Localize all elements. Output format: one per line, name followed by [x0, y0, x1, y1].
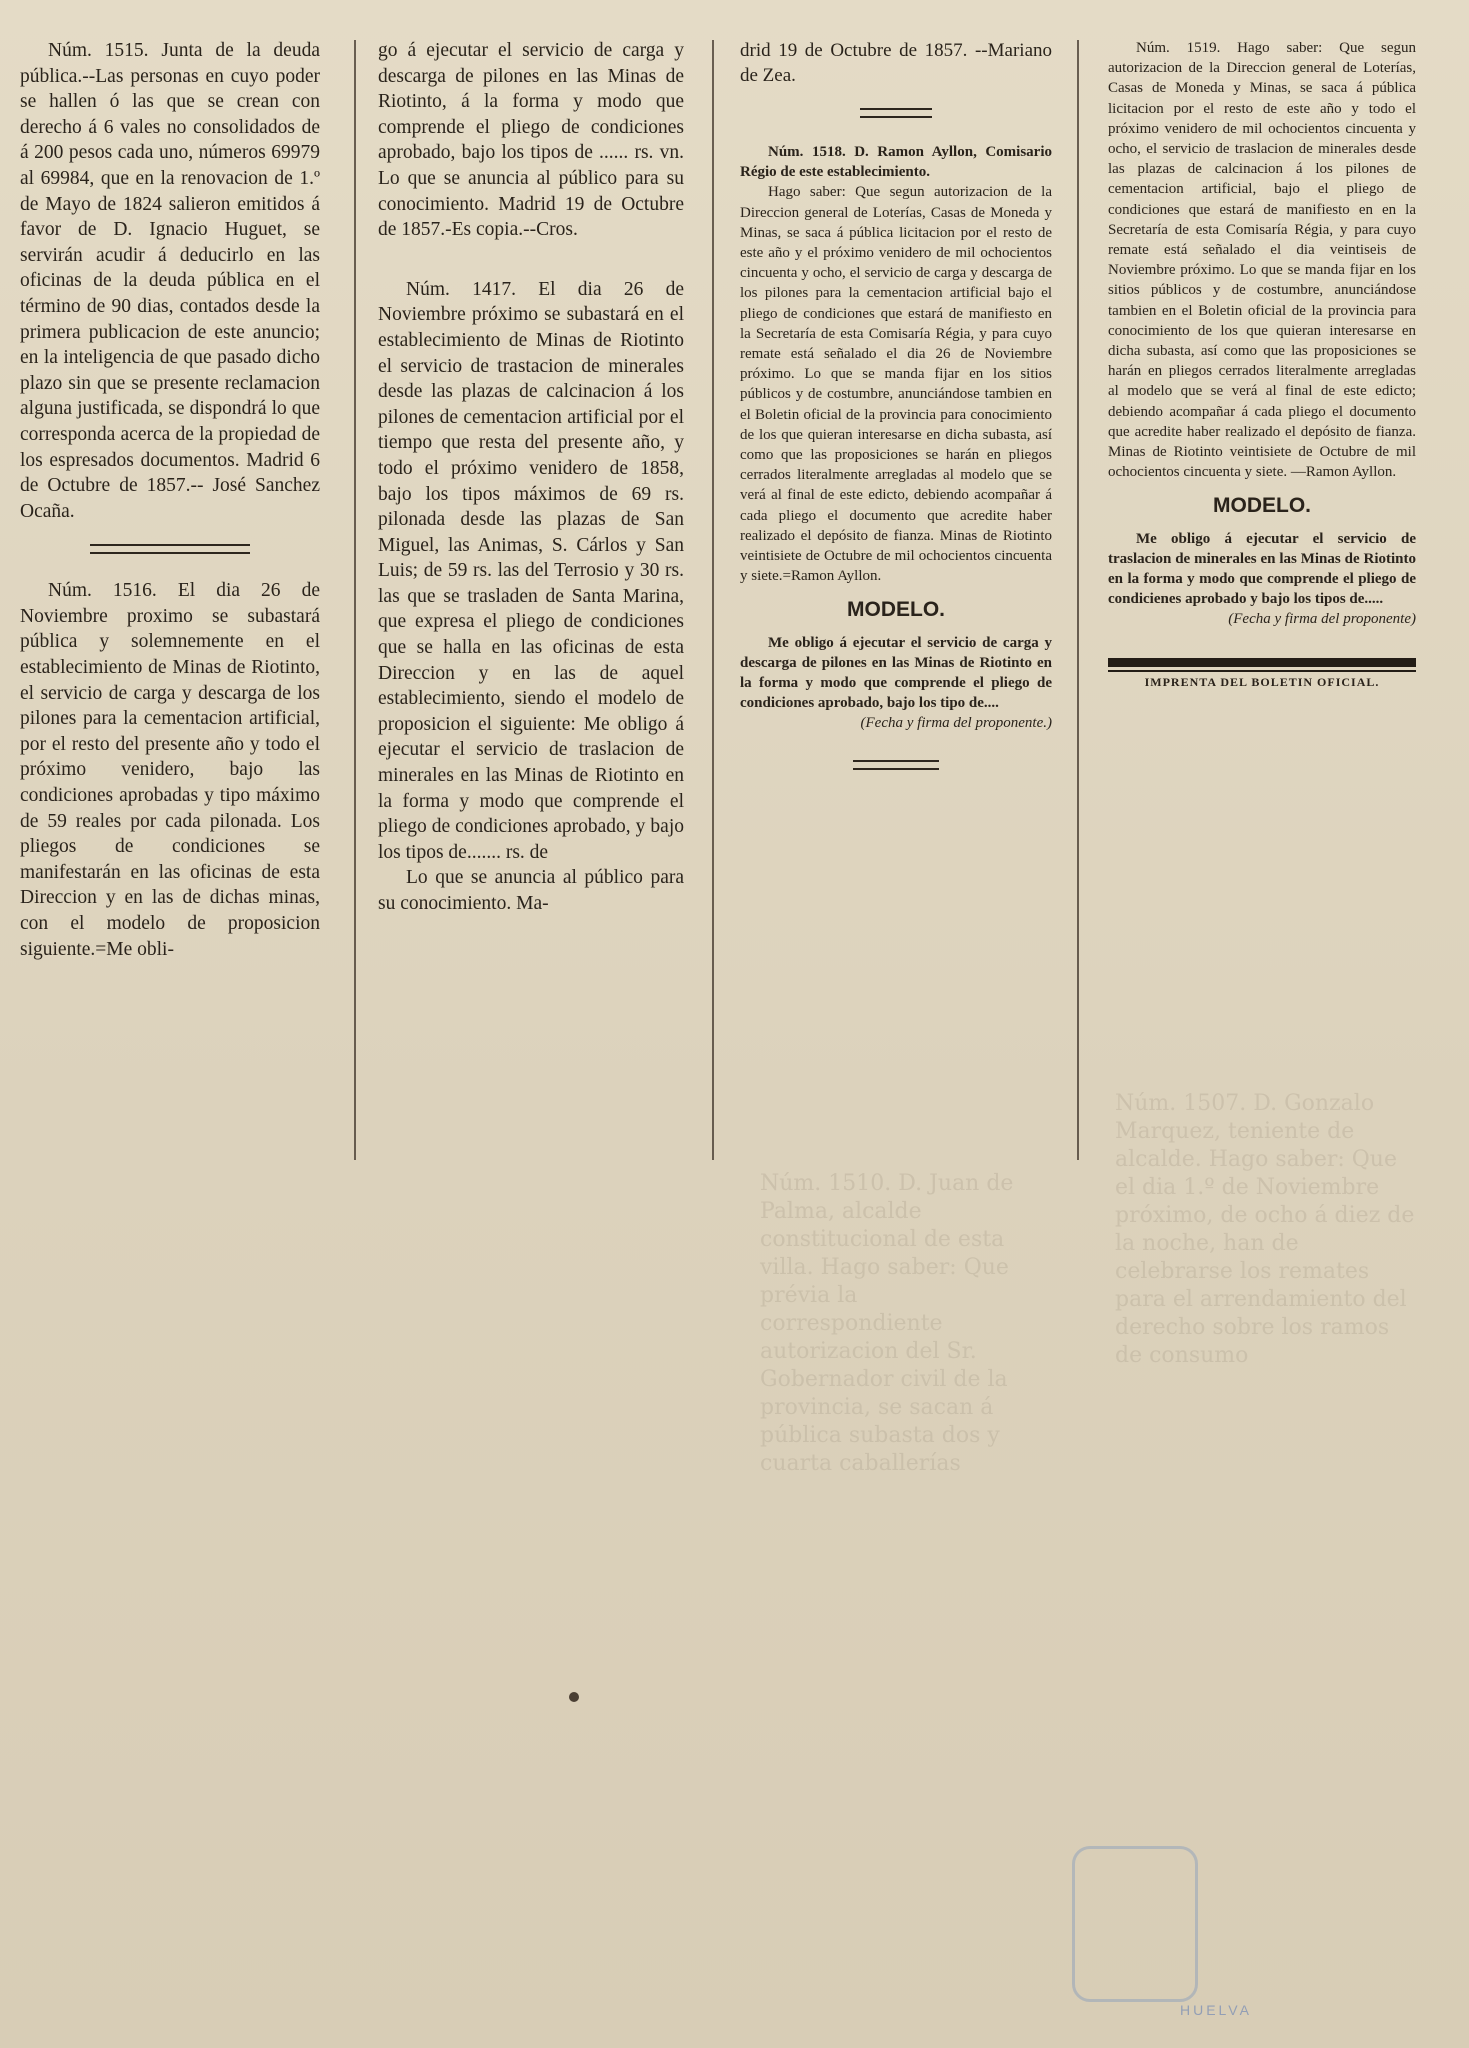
archive-stamp-icon	[1072, 1846, 1198, 2002]
archive-stamp-label: HUELVA	[1180, 2002, 1252, 2018]
column-rule-2	[712, 40, 714, 1160]
closing-rule-thick	[1108, 658, 1416, 667]
notice-1517-closing: Lo que se anuncia al público para su conocimiento. Ma-	[378, 867, 684, 914]
notice-1515: Núm. 1515. Junta de la deuda pública.--Las personas en cuyo poder se hallen ó las que se crean con derecho á 6 vales no consolidados de á 200 pesos cada uno, números 69979 al 69984, que en la renovacion de 1.º de Mayo de 1824 salieron emitidos á favor de D. Ignacio Huguet, se servirán acudir á deducirlo en las oficinas de la deuda pública en el término de 90 dias, contados desde la primera publicacion de este anuncio; en la inteligencia de que pasado dicho plazo sin que se presente reclamacion alguna justificada, se dispondrá lo que corresponda acerca de la propiedad de los espresados documentos. Madrid 6 de Octubre de 1857.-- José Sanchez Ocaña.	[20, 40, 320, 522]
proponent-signature: (Fecha y firma del proponente)	[1228, 611, 1416, 628]
column-2	[378, 38, 684, 917]
notice-1518-header: Núm. 1518. D. Ramon Ayllon, Comisario Régio de este establecimiento.	[740, 144, 1052, 181]
notice-1516: Núm. 1516. El dia 26 de Noviembre proximo se subastará pública y solemnemente en el establecimiento de Minas de Riotinto, el servicio de carga y descarga de los pilones para la cementacion artificial, por el resto del presente año y todo el próximo venidero, bajo las condiciones aprobadas y tipo máximo de 59 reales por cada pilonada. Los pliegos de condiciones se manifestarán en las oficinas de esta Direccion y en las de dichas minas, con el modelo de proposicion siguiente.=Me obli-	[20, 580, 320, 960]
section-divider	[90, 544, 250, 554]
bleed-through-text: Núm. 1510. D. Juan de Palma, alcalde constitucional de esta villa. Hago saber: Que prévia la correspondiente autorizacion del Sr. Gobernador civil de la provincia, se sacan á pública subasta dos y cuarta caballerías	[760, 1171, 1014, 1476]
notice-1517-continuation: drid 19 de Octubre de 1857. --Mariano de Zea.	[740, 40, 1052, 86]
column-1	[20, 38, 320, 962]
ink-spot	[569, 1692, 579, 1702]
model-text: Me obligo á ejecutar el servicio de carga y descarga de pilones en las Minas de Riotinto en la forma y modo que comprende el pliego de condiciones aprobado, bajo los tipo de....	[740, 634, 1052, 712]
bleed-through-text-2: Núm. 1507. D. Gonzalo Marquez, teniente de alcalde. Hago saber: Que el dia 1.º de Noviembre próximo, de ocho á diez de la noche, han de celebrarse los remates para el arrendamiento del derecho sobre los ramos de consumo	[1115, 1091, 1415, 1368]
model-heading: MODELO.	[847, 598, 945, 622]
notice-1517: Núm. 1417. El dia 26 de Noviembre próximo se subastará en el establecimiento de Minas de Riotinto el servicio de trastacion de minerales desde las plazas de calcinacion á los pilones de cementacion artificial por el tiempo que resta del presente año, y todo el próximo venidero de 1858, bajo los tipos máximos de 69 rs. pilonada desde las plazas de San Miguel, las Animas, S. Cárlos y San Luis; de 59 rs. las del Terrosio y 30 rs. las que se trasladen de Santa Marina, que expresa el pliego de condiciones que se halla en las oficinas de esta Direccion y en las de aquel establecimiento, siendo el modelo de proposicion el siguiente: Me obligo á ejecutar el servicio de traslacion de minerales en las Minas de Riotinto en la forma y modo que comprende el pliego de condiciones aprobado, y bajo los tipos de....... rs. de	[378, 278, 684, 863]
notice-1518-body: Hago saber: Que segun autorizacion de la Direccion general de Loterías, Casas de Moneda y Minas, se saca á pública licitacion por el resto de este año y el próximo venidero de mil ochocientos cincuenta y ocho, el servicio de carga y descarga de los pilones para la cementacion artificial bajo el pliego de condiciones que estará de manifiesto en la Secretaría de esta Comisaría Régia, y para cuyo remate está señalado el dia 26 de Noviembre próximo. Lo que se manda fijar en los sitios públicos y de costumbre, anunciándose tambien en el Boletin oficial de la provincia para conocimiento de los que quieran interesarse en dicha subasta, así como que las proposiciones se harán en pliegos cerrados literalmente arregladas al modelo que se verá al final de este edicto, debiendo acompañar á cada pliego el documento que acredite haber realizado el depósito de fianza. Minas de Riotinto veintisiete de Octubre de mil ochocientos cincuenta y siete.=Ramon Ayllon.	[740, 184, 1052, 585]
proponent-signature: (Fecha y firma del proponente.)	[860, 715, 1052, 732]
model-text: Me obligo á ejecutar el servicio de traslacion de minerales en las Minas de Riotinto en la forma y modo que comprende el pliego de condicienes aprobado y bajo los tipos de.....	[1108, 530, 1416, 608]
column-rule-3	[1077, 40, 1079, 1160]
section-divider	[853, 760, 939, 770]
printer-imprint: IMPRENTA DEL BOLETIN OFICIAL.	[1144, 674, 1380, 689]
notice-1519: Núm. 1519. Hago saber: Que segun autorizacion de la Direccion general de Loterías, Casas de Moneda y Minas, se saca á pública licitacion por el resto de este año y todo el próximo venidero de mil ochocientos cincuenta y ocho, el servicio de traslacion de minerales desde las plazas de calcinacion á los pilones de cementacion artificial, bajo el pliego de condiciones que estará de manifiesto en en la Secretaría de esta Comisaría Régia, y para cuyo remate está señalado el dia veintiseis de Noviembre próximo. Lo que se manda fijar en los sitios públicos y de costumbre, anunciándose tambien en el Boletin oficial de la provincia para conocimiento de los que quieran interesarse en dicha subasta, así como que las proposiciones se harán en pliegos cerrados literalmente arregladas al modelo que se verá al final de este edicto; debiendo acompañar á cada pliego el documento que acredite haber realizado el depósito de fianza. Minas de Riotinto veintisiete de Octubre de mil ochocientos cincuenta y siete. —Ramon Ayllon.	[1108, 40, 1416, 481]
model-heading: MODELO.	[1213, 494, 1311, 518]
column-rule-1	[354, 40, 356, 1160]
column-3	[740, 38, 1052, 794]
column-4	[1108, 38, 1416, 692]
section-divider	[860, 108, 932, 118]
notice-1516-continuation: go á ejecutar el servicio de carga y descarga de pilones en las Minas de Riotinto, á la forma y modo que comprende el pliego de condiciones aprobado, bajo los tipos de ...... rs. vn. Lo que se anuncia al público para su conocimiento. Madrid 19 de Octubre de 1857.-Es copia.--Cros.	[378, 40, 684, 241]
